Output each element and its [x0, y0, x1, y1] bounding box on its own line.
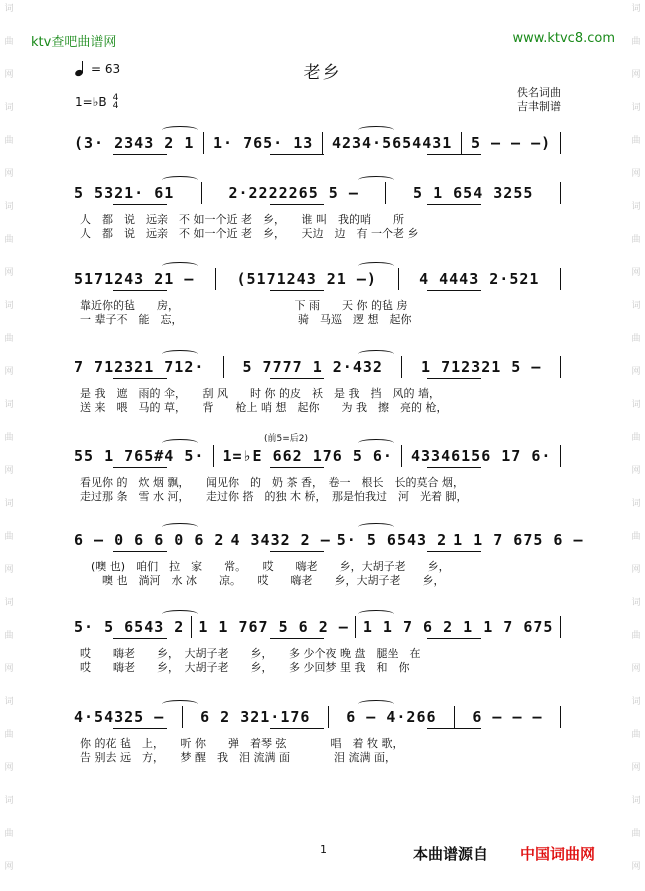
- beam-line: [270, 728, 324, 729]
- barline: [560, 445, 561, 467]
- watermark-char: 曲: [631, 532, 641, 542]
- time-signature: [113, 94, 119, 110]
- slur-arc: [358, 262, 394, 270]
- watermark-char: 曲: [631, 631, 641, 641]
- beam-line: [113, 638, 167, 639]
- watermark-char: 词: [631, 103, 641, 113]
- beam-line: [113, 378, 167, 379]
- watermark-char: 网: [631, 466, 641, 476]
- slur-arc: [162, 700, 198, 708]
- barline: [560, 182, 561, 204]
- watermark-char: 词: [631, 301, 641, 311]
- beam-line: [270, 378, 324, 379]
- watermark-char: 曲: [631, 37, 641, 47]
- slur-arc: [358, 350, 394, 358]
- watermark-column-right: [629, 0, 643, 891]
- barline: [322, 132, 323, 154]
- time-sig-bottom: 4: [112, 101, 119, 111]
- watermark-char: 网: [4, 565, 14, 575]
- notation-line: [74, 529, 584, 551]
- slur-arc: [162, 262, 198, 270]
- measure: (3· 2343 2 1: [74, 134, 195, 152]
- watermark-char: 词: [4, 796, 14, 806]
- notation-line: [74, 445, 564, 467]
- tempo-value: = 63: [91, 62, 121, 76]
- watermark-char: 网: [4, 169, 14, 179]
- lyric-line-2: 人 都 说 远亲 不 如一个近 老 乡， 天边 边 有 一个老 乡: [80, 227, 419, 240]
- slur-arc: [162, 126, 198, 134]
- barline: [560, 616, 561, 638]
- notation-line: [74, 182, 564, 204]
- barline: [213, 445, 214, 467]
- watermark-char: 网: [631, 169, 641, 179]
- beam-line: [427, 728, 481, 729]
- lyric-line-1: 你 的花 毡 上， 听 你 弹 着琴 弦 唱 着 牧 歌，: [80, 737, 404, 750]
- notation-line: [74, 268, 564, 290]
- measure: 7 712321 712·: [74, 358, 205, 376]
- watermark-char: 曲: [4, 631, 14, 641]
- site-name-left: ktv查吧曲谱网: [31, 35, 117, 50]
- measure: 1 1 7 675 6 —: [453, 531, 584, 549]
- watermark-char: 曲: [4, 136, 14, 146]
- song-title: 老乡: [303, 63, 342, 83]
- barline: [401, 445, 402, 467]
- beam-line: [113, 290, 167, 291]
- lyric-line-2: 一 辈子不 能 忘， 骑 马巡 逻 想 起你: [80, 313, 412, 326]
- watermark-char: 曲: [631, 334, 641, 344]
- slur-arc: [358, 523, 394, 531]
- lyric-line-2: 走过那 条 雪 水 河， 走过你 搭 的独 木 桥， 那是怕我过 河 光着 脚，: [80, 490, 468, 503]
- barline: [560, 132, 561, 154]
- watermark-char: 词: [4, 4, 14, 14]
- measure: 4·54325 —: [74, 708, 165, 726]
- measure: 5 1 654 3255: [413, 184, 534, 202]
- barline: [355, 616, 356, 638]
- slur-arc: [162, 610, 198, 618]
- watermark-char: 网: [631, 367, 641, 377]
- watermark-char: 曲: [631, 235, 641, 245]
- slur-arc: [162, 350, 198, 358]
- barline: [560, 268, 561, 290]
- lyric-line-1: 是 我 遮 雨的 伞， 刮 风 时 你 的皮 袄 是 我 挡 风的 墙，: [80, 387, 440, 400]
- barline: [182, 706, 183, 728]
- barline: [398, 268, 399, 290]
- watermark-char: 词: [631, 400, 641, 410]
- slur-arc: [358, 439, 394, 447]
- beam-line: [427, 551, 481, 552]
- barline: [560, 356, 561, 378]
- lyric-line-1: 靠近你的毡 房， 下 雨 天 你 的毡 房: [80, 299, 408, 312]
- measure: 1 712321 5 —: [421, 358, 542, 376]
- notation-line: [74, 132, 564, 154]
- barline: [215, 268, 216, 290]
- measure: 5· 5 6543 2: [336, 531, 448, 549]
- watermark-char: 曲: [4, 730, 14, 740]
- measure: 43346156 17 6·: [411, 447, 552, 465]
- watermark-char: 网: [4, 268, 14, 278]
- beam-line: [113, 154, 167, 155]
- modulation-annotation: (前5=后2): [264, 434, 309, 444]
- slur-arc: [358, 610, 394, 618]
- notation-line: [74, 616, 564, 638]
- watermark-char: 曲: [631, 829, 641, 839]
- watermark-char: 网: [631, 763, 641, 773]
- measure: 5 5321· 61: [74, 184, 175, 202]
- watermark-char: 词: [631, 499, 641, 509]
- lyricist-credit: 佚名词曲: [517, 86, 561, 99]
- barline: [203, 132, 204, 154]
- watermark-char: 网: [4, 862, 14, 872]
- lyric-line-2: 哎 嗨老 乡， 大胡子老 乡， 多 少回梦 里 我 和 你: [80, 661, 410, 674]
- key-signature: [75, 94, 118, 110]
- watermark-char: 词: [631, 796, 641, 806]
- lyric-line-1: 人 都 说 远亲 不 如一个近 老 乡， 谁 叫 我的哨 所: [80, 213, 404, 226]
- lyric-line-2: 噢 也 淌河 水 冰 凉。 哎 嗨老 乡，大胡子老 乡，: [80, 574, 445, 587]
- beam-line: [113, 728, 167, 729]
- watermark-char: 网: [631, 664, 641, 674]
- barline: [385, 182, 386, 204]
- beam-line: [427, 154, 481, 155]
- measure: 1 1 7 6 2 1 1 7 675: [362, 618, 554, 636]
- watermark-char: 网: [4, 664, 14, 674]
- slur-arc: [358, 176, 394, 184]
- measure: 5· 5 6543 2: [74, 618, 185, 636]
- slur-arc: [358, 700, 394, 708]
- beam-line: [270, 204, 324, 205]
- watermark-char: 网: [4, 763, 14, 773]
- watermark-char: 曲: [4, 829, 14, 839]
- slur-arc: [358, 126, 394, 134]
- watermark-char: 网: [631, 862, 641, 872]
- beam-line: [113, 551, 167, 552]
- measure: 5 — — —): [470, 134, 552, 152]
- slur-arc: [162, 176, 198, 184]
- watermark-char: 词: [4, 103, 14, 113]
- measure: 1· 765· 13: [213, 134, 314, 152]
- tempo-marking: [75, 62, 120, 76]
- watermark-char: 词: [4, 598, 14, 608]
- beam-line: [427, 638, 481, 639]
- watermark-char: 网: [631, 268, 641, 278]
- watermark-char: 词: [4, 499, 14, 509]
- beam-line: [270, 290, 324, 291]
- watermark-column-left: [2, 0, 16, 891]
- watermark-char: 网: [4, 367, 14, 377]
- watermark-char: 词: [4, 400, 14, 410]
- watermark-char: 曲: [4, 235, 14, 245]
- lyric-line-1: (噢 也) 咱们 拉 家 常。 哎 嗨老 乡，大胡子老 乡，: [80, 560, 450, 573]
- measure: 6 2 321·176: [200, 708, 311, 726]
- lyric-line-1: 看见你 的 炊 烟 飘， 闻见你 的 奶 茶 香， 卷一 根长 长的莫合 烟，: [80, 476, 464, 489]
- measure: 2·2222265 5 —: [228, 184, 359, 202]
- watermark-char: 词: [4, 301, 14, 311]
- barline: [454, 706, 455, 728]
- beam-line: [270, 551, 324, 552]
- quarter-note-icon: [75, 62, 85, 76]
- watermark-char: 曲: [631, 730, 641, 740]
- measure: 4234·5654431: [331, 134, 453, 152]
- barline: [191, 616, 192, 638]
- measure: 1 1 767 5 6 2 —: [198, 618, 349, 636]
- measure: 4 3432 2 —: [230, 531, 331, 549]
- watermark-char: 网: [631, 70, 641, 80]
- beam-line: [270, 467, 324, 468]
- measure: 6 — 0 6 6 0 6 2: [74, 531, 225, 549]
- watermark-char: 词: [631, 697, 641, 707]
- watermark-char: 网: [4, 466, 14, 476]
- beam-line: [427, 204, 481, 205]
- lyric-line-1: 哎 嗨老 乡， 大胡子老 乡， 多 少个夜 晚 盘 腿坐 在: [80, 647, 421, 660]
- watermark-char: 曲: [4, 334, 14, 344]
- beam-line: [427, 467, 481, 468]
- barline: [223, 356, 224, 378]
- watermark-char: 词: [631, 598, 641, 608]
- watermark-char: 曲: [4, 37, 14, 47]
- watermark-char: 词: [4, 697, 14, 707]
- watermark-char: 曲: [631, 433, 641, 443]
- beam-line: [427, 378, 481, 379]
- arranger-credit: 吉聿制谱: [517, 100, 561, 113]
- measure: 5 7777 1 2·432: [242, 358, 383, 376]
- beam-line: [113, 467, 167, 468]
- watermark-char: 网: [631, 565, 641, 575]
- notation-line: [74, 706, 564, 728]
- watermark-char: 曲: [4, 433, 14, 443]
- barline: [201, 182, 202, 204]
- site-url-right[interactable]: www.ktvc8.com: [512, 31, 615, 46]
- lyric-line-2: 送 来 喂 马的 草， 背 枪上 哨 想 起你 为 我 擦 亮的 枪，: [80, 401, 448, 414]
- slur-arc: [162, 439, 198, 447]
- watermark-char: 曲: [4, 532, 14, 542]
- barline: [401, 356, 402, 378]
- watermark-char: 词: [4, 202, 14, 212]
- beam-line: [270, 154, 324, 155]
- source-label: 本曲谱源自: [413, 845, 489, 863]
- beam-line: [113, 204, 167, 205]
- beam-line: [270, 638, 324, 639]
- key-label: 1=♭B: [75, 95, 107, 109]
- credits: [517, 86, 561, 114]
- beam-line: [427, 290, 481, 291]
- measure: 6 — 4·266: [346, 708, 437, 726]
- measure: 55 1 765#4 5·: [74, 447, 205, 465]
- barline: [560, 706, 561, 728]
- measure: 4 4443 2·521: [419, 270, 540, 288]
- lyric-line-2: 告 别去 远 方， 梦 醒 我 泪 流满 面 泪 流满 面，: [80, 751, 396, 764]
- watermark-char: 词: [631, 202, 641, 212]
- measure: 6 — — —: [472, 708, 543, 726]
- page-number: 1: [320, 843, 327, 856]
- time-sig-top: 4: [112, 93, 119, 103]
- watermark-char: 曲: [631, 136, 641, 146]
- slur-arc: [162, 523, 198, 531]
- barline: [461, 132, 462, 154]
- measure: (5171243 21 —): [236, 270, 377, 288]
- source-brand[interactable]: 中国词曲网: [520, 845, 596, 863]
- watermark-char: 网: [4, 70, 14, 80]
- barline: [328, 706, 329, 728]
- watermark-char: 词: [631, 4, 641, 14]
- measure: 1=♭E 662 176 5 6·: [222, 447, 393, 465]
- notation-line: [74, 356, 564, 378]
- measure: 5171243 21 —: [74, 270, 195, 288]
